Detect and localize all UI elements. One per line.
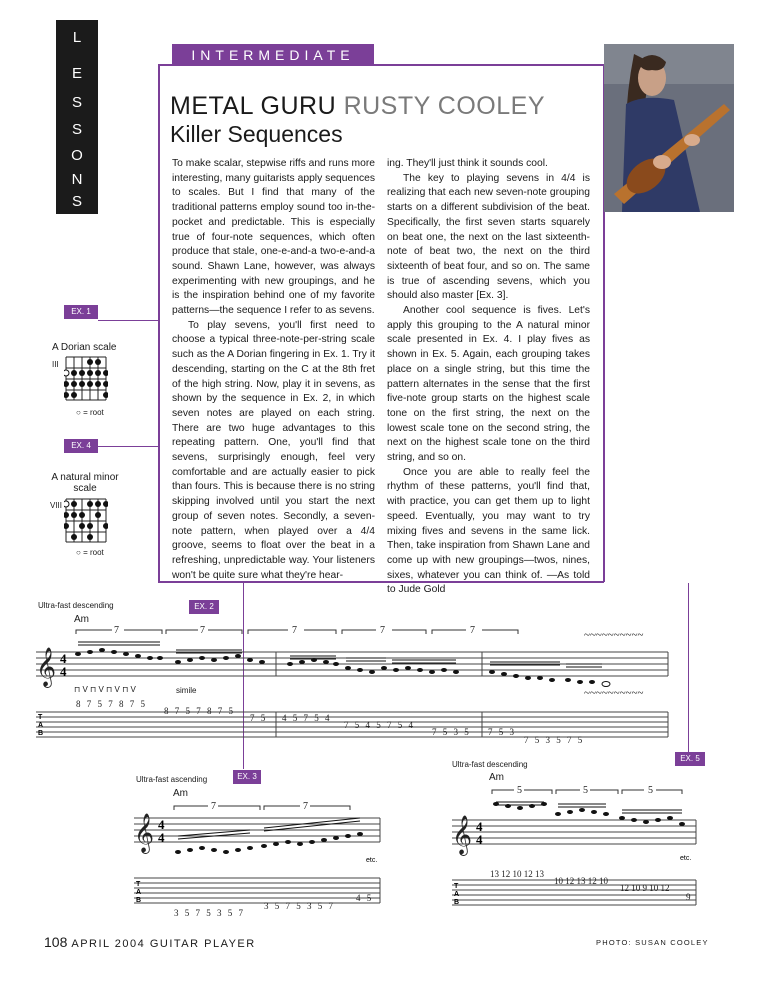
level-banner: INTERMEDIATE [172, 44, 374, 66]
ex4-fret-label: VIII [50, 501, 63, 510]
ex5-tempo: Ultra-fast descending [452, 760, 528, 769]
footer-folio [44, 934, 256, 950]
frame-left-rule [158, 64, 160, 582]
lessons-strip [56, 20, 98, 214]
group-label: 7 [380, 625, 385, 636]
time-sig-bottom: 4 [476, 832, 483, 847]
ex1-fret-label: III [52, 360, 59, 369]
lessons-letter: E [71, 65, 82, 82]
tab-numbers: 8 7 5 7 8 7 5 [76, 699, 147, 709]
etc-label: etc. [366, 857, 378, 864]
ex5-tag: EX. 5 [675, 752, 705, 766]
vibrato-mark: ~~~~~~~~~~ [584, 687, 644, 699]
article-paragraph: The key to playing sevens in 4/4 is realizing that each new seven-note grouping starts on a different subdivision of the beat. Specifically, the first seven starts squarely on beat one, the next on the last sixteenth-note of beat two, the next on the third sixteenth of beat four, and so on. The same is true of ascending sevens, which you should also master [Ex. 3]. [387, 172, 590, 302]
vibrato-mark: ~~~~~~~~~~ [584, 629, 644, 641]
ex2-picking: ⊓ V ⊓ V ⊓ V ⊓ V [74, 685, 136, 694]
ex2-tag: EX. 2 [189, 600, 219, 614]
group-label: 7 [303, 801, 308, 812]
ex4-legend-text: = root [83, 548, 104, 557]
ex3-chord: Am [173, 788, 188, 799]
tab-numbers: 9 [686, 892, 691, 902]
etc-label: etc. [680, 855, 692, 862]
connector-line [688, 583, 689, 753]
tab-numbers: 4 5 [356, 893, 374, 903]
article-paragraph: ing. They'll just think it sounds cool. [387, 158, 548, 169]
group-label: 7 [114, 625, 119, 636]
page-number: 108 [44, 934, 68, 950]
group-label: 5 [648, 785, 653, 796]
article-title [170, 92, 545, 121]
tab-numbers: 12 10 9 10 12 [620, 883, 670, 893]
lessons-letter: S [71, 94, 82, 111]
group-label: 5 [583, 785, 588, 796]
tab-letter: B [38, 730, 44, 737]
treble-clef: 𝄞 [134, 813, 155, 853]
time-sig-bottom: 4 [60, 664, 67, 679]
ex1-legend: ○ = root [76, 408, 104, 417]
ex4-tag: EX. 4 [64, 439, 98, 453]
ex1-caption: A Dorian scale [52, 342, 117, 353]
lessons-letter: S [71, 121, 82, 138]
ex5-notation [452, 780, 700, 914]
time-sig-bottom: 4 [158, 830, 165, 845]
tab-letter: A [454, 891, 460, 898]
time-sig-top: 4 [158, 817, 165, 832]
tab-numbers: 7 5 3 [488, 727, 516, 737]
tab-letter: A [136, 889, 142, 896]
ex1-legend-text: = root [83, 408, 104, 417]
ex3-tag: EX. 3 [233, 770, 261, 784]
treble-clef: 𝄞 [452, 815, 473, 855]
note-run [78, 642, 602, 667]
tab-letter: A [38, 722, 44, 729]
tab-numbers: 4 5 7 5 4 [282, 713, 332, 723]
tab-letter: T [136, 881, 141, 888]
tab-numbers: 7 5 3 5 7 5 [524, 735, 585, 744]
tab-letter: B [454, 899, 460, 906]
tab-numbers: 13 12 10 12 13 [490, 869, 544, 879]
ex4-caption: A natural minor scale [51, 472, 119, 494]
article-paragraph: Another cool sequence is fives. Let's apply this grouping to the A natural minor scale presented in Ex. 4. I play fives as shown in Ex. 5. Again, each grouping takes place on a single string, but this time the pattern alternates in the sense that the first five-note group starts on the highest scale tone on the first string, the next on the lowest scale tone on the second string, the next on the highest scale tone on the third string, and so on. [387, 305, 590, 464]
ex2-chord: Am [74, 614, 89, 625]
note-heads [175, 832, 363, 854]
ex4-legend: ○ = root [76, 548, 104, 557]
note-heads [75, 648, 610, 687]
ex2-simile: simile [176, 686, 197, 695]
artist-photo [604, 44, 734, 212]
tab-letter: B [136, 897, 142, 904]
tab-numbers: 3 5 7 5 3 5 7 [174, 908, 245, 918]
tab-numbers: 10 12 13 12 10 [554, 876, 608, 886]
connector-line [98, 446, 160, 447]
article-paragraph: To make scalar, stepwise riffs and runs more interesting, many guitarists apply sequences to scales. But I find that many of the traditional patterns employ sound too in-the-pocket and predictable. This is especially true of four-note sequences, which often produce that stale, one-e-and-a two-e-and-a sound. Shawn Lane, however, was always experimenting with new groupings, and he is the inspiration behind one of my favorite patterns—the sequence I refer to as sevens. [172, 158, 375, 317]
title-artist: RUSTY COOLEY [343, 92, 546, 120]
issue-line: APRIL 2004 GUITAR PLAYER [71, 938, 256, 950]
tab-numbers: 7 5 [250, 713, 268, 723]
ex5-chord: Am [489, 772, 504, 783]
ex3-tempo: Ultra-fast ascending [136, 775, 208, 784]
time-sig-top: 4 [476, 819, 483, 834]
tab-letter: T [38, 714, 43, 721]
group-label: 5 [517, 785, 522, 796]
ex3-notation [134, 796, 384, 920]
tab-numbers: 3 5 7 5 3 5 7 [264, 901, 335, 911]
note-run [496, 802, 682, 813]
lessons-letter: N [71, 171, 83, 188]
lessons-letter: O [71, 147, 83, 164]
ex4-fretboard-diagram [64, 498, 108, 544]
time-sig-top: 4 [60, 651, 67, 666]
article-column-2 [387, 157, 590, 598]
article-column-1 [172, 157, 375, 583]
lessons-letter: S [71, 193, 82, 210]
ex2-tempo: Ultra-fast descending [38, 601, 114, 610]
ex1-fretboard-diagram [64, 356, 108, 402]
tab-numbers: 7 5 4 5 7 5 4 [344, 720, 415, 730]
article-paragraph: To play sevens, you'll first need to choose a typical three-note-per-string scale such as the A Dorian fingering in Ex. 1. Try it descending, starting on the C at the 8th fret of the high string. Now, play it in sevens, as shown by the sequence in Ex. 2, in which seven notes are played on each string. There are two huge advantages to this repeating pattern. One, you'll find that sevens, surprisingly enough, feel very comfortable and are actually easier to pick than fours. This is because there is no string skipping involved until you start the next group of seven notes. Secondly, a seven-note pattern, when played over a 4/4 groove, seems to float over the beat in a refreshing, unpredictable way. Your listeners won't be quite sure what they're hear- [172, 319, 375, 581]
ex2-notation [36, 620, 672, 744]
group-label: 7 [211, 801, 216, 812]
group-label: 7 [292, 625, 297, 636]
note-heads [493, 802, 685, 826]
group-label: 7 [470, 625, 475, 636]
article-subtitle: Killer Sequences [170, 121, 343, 147]
article-paragraph: Once you are able to really feel the rhythm of these patterns, you'll find that, with practice, you can get them up to light speed. Eventually, you may want to try mixing fives and sevens in the same lick. Then, take inspiration from Shawn Lane and come up with new groupings—twos, nines, sixes, whatever you can think of. —As told to Jude Gold [387, 466, 590, 596]
tab-numbers: 8 7 5 7 8 7 5 [164, 706, 235, 716]
group-label: 7 [200, 625, 205, 636]
lessons-letter: L [72, 29, 82, 46]
tab-letter: T [454, 883, 459, 890]
title-main: METAL GURU [170, 92, 337, 120]
tab-numbers: 7 5 3 5 [432, 727, 471, 737]
ex1-tag: EX. 1 [64, 305, 98, 319]
photo-credit: PHOTO: SUSAN COOLEY [596, 938, 709, 947]
treble-clef: 𝄞 [36, 647, 57, 687]
connector-line [98, 320, 160, 321]
